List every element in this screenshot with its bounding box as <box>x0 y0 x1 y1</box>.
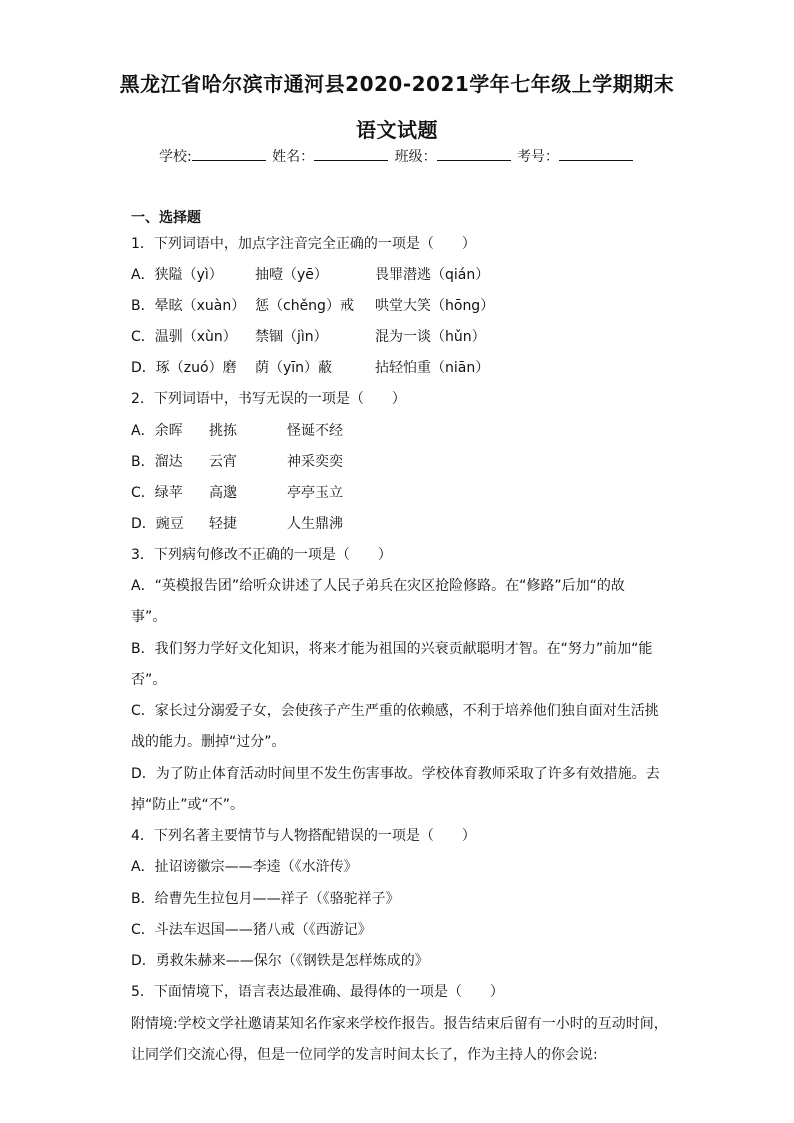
q1-a-word2: 抽噎（yē） <box>255 267 328 283</box>
q1-option-c <box>131 326 486 346</box>
q1-option-a <box>131 264 489 284</box>
q2-d-word2: 轻捷 <box>209 516 237 532</box>
name-label: 姓名： <box>272 149 315 165</box>
q3-line: 事”。 <box>131 609 167 625</box>
q2-stem: 2．下列词语中，书写无误的一项是（ ） <box>131 391 406 407</box>
exam-number-label: 考号： <box>517 149 560 165</box>
exam-number-blank <box>559 147 633 161</box>
q1-stem: 1．下列词语中，加点字注音完全正确的一项是（ ） <box>131 236 476 252</box>
q2-d-word3: 人生鼎沸 <box>287 516 343 532</box>
q3-line: B．我们努力学好文化知识，将来才能为祖国的兴衰贡献聪明才智。在“努力”前加“能 <box>131 641 653 657</box>
q2-option-c <box>131 482 343 502</box>
q4-option-a: A．扯诏谤徽宗——李逵（《水浒传》 <box>131 859 358 875</box>
q3-line: C．家长过分溺爱子女，会使孩子产生严重的依赖感，不利于培养他们独自面对生活挑 <box>131 703 659 719</box>
q1-a-word1: A．狭隘（yì） <box>131 267 223 283</box>
q2-a-word3: 怪诞不经 <box>287 423 343 439</box>
q3-line: A．“英模报告团”给听众讲述了人民子弟兵在灾区抢险修路。在“修路”后加“的故 <box>131 578 625 594</box>
name-blank <box>314 147 388 161</box>
q2-a-word2: 挑拣 <box>209 423 237 439</box>
q2-option-b <box>131 451 343 471</box>
student-info-row <box>0 146 794 166</box>
q2-option-a <box>131 420 343 440</box>
q1-c-word2: 禁锢（jìn） <box>255 329 328 345</box>
q2-a-word1: A．余晖 <box>131 423 183 439</box>
q1-option-d <box>131 357 489 377</box>
q5-stem: 5．下面情境下，语言表达最准确、最得体的一项是（ ） <box>131 984 504 1000</box>
q3-line: 否”。 <box>131 672 167 688</box>
q1-b-word2: 惩（chěng）戒 <box>255 298 354 314</box>
q3-line: 掉“防止”或“不”。 <box>131 797 245 813</box>
q2-b-word1: B．溜达 <box>131 454 183 470</box>
exam-title-line1: 黑龙江省哈尔滨市通河县2020-2021学年七年级上学期期末 <box>119 72 675 96</box>
q4-option-d: D．勇救朱赫来——保尔（《钢铁是怎样炼成的》 <box>131 953 429 969</box>
q1-b-word3: 哄堂大笑（hōng） <box>375 298 495 314</box>
q3-line: 战的能力。删掉“过分”。 <box>131 734 286 750</box>
school-blank <box>192 147 266 161</box>
q2-c-word3: 亭亭玉立 <box>287 485 343 501</box>
q1-c-word1: C．温驯（xùn） <box>131 329 237 345</box>
q5-context-line: 让同学们交流心得，但是一位同学的发言时间太长了，作为主持人的你会说: <box>131 1047 598 1063</box>
school-label: 学校: <box>158 149 192 165</box>
q2-b-word3: 神采奕奕 <box>287 454 343 470</box>
q2-b-word2: 云宵 <box>209 454 237 470</box>
q3-line: D．为了防止体育活动时间里不发生伤害事故。学校体育教师采取了许多有效措施。去 <box>131 766 660 782</box>
q1-d-word2: 荫（yīn）蔽 <box>255 360 333 376</box>
q1-option-b <box>131 295 494 315</box>
q2-c-word1: C．绿苹 <box>131 485 183 501</box>
q2-option-d <box>131 513 343 533</box>
q4-option-b: B．给曹先生拉包月——祥子（《骆驼祥子》 <box>131 891 400 907</box>
q5-context-line: 附情境:学校文学社邀请某知名作家来学校作报告。报告结束后留有一小时的互动时间， <box>131 1016 668 1032</box>
q2-c-word2: 高邈 <box>209 485 237 501</box>
class-blank <box>437 147 511 161</box>
q4-option-c: C．斗法车迟国——猪八戒（《西游记》 <box>131 922 372 938</box>
q3-stem: 3．下列病句修改不正确的一项是（ ） <box>131 547 392 563</box>
q1-a-word3: 畏罪潜逃（qián） <box>375 267 490 283</box>
q1-c-word3: 混为一谈（hǔn） <box>375 329 486 345</box>
q4-stem: 4．下列名著主要情节与人物搭配错误的一项是（ ） <box>131 828 476 844</box>
q1-d-word3: 拈轻怕重（niān） <box>375 360 490 376</box>
q1-b-word1: B．晕眩（xuàn） <box>131 298 246 314</box>
section-heading: 一、选择题 <box>131 210 201 226</box>
q1-d-word1: D．琢（zuó）磨 <box>131 360 237 376</box>
class-label: 班级： <box>394 149 437 165</box>
exam-title-line2: 语文试题 <box>356 118 438 142</box>
q2-d-word1: D．豌豆 <box>131 516 184 532</box>
